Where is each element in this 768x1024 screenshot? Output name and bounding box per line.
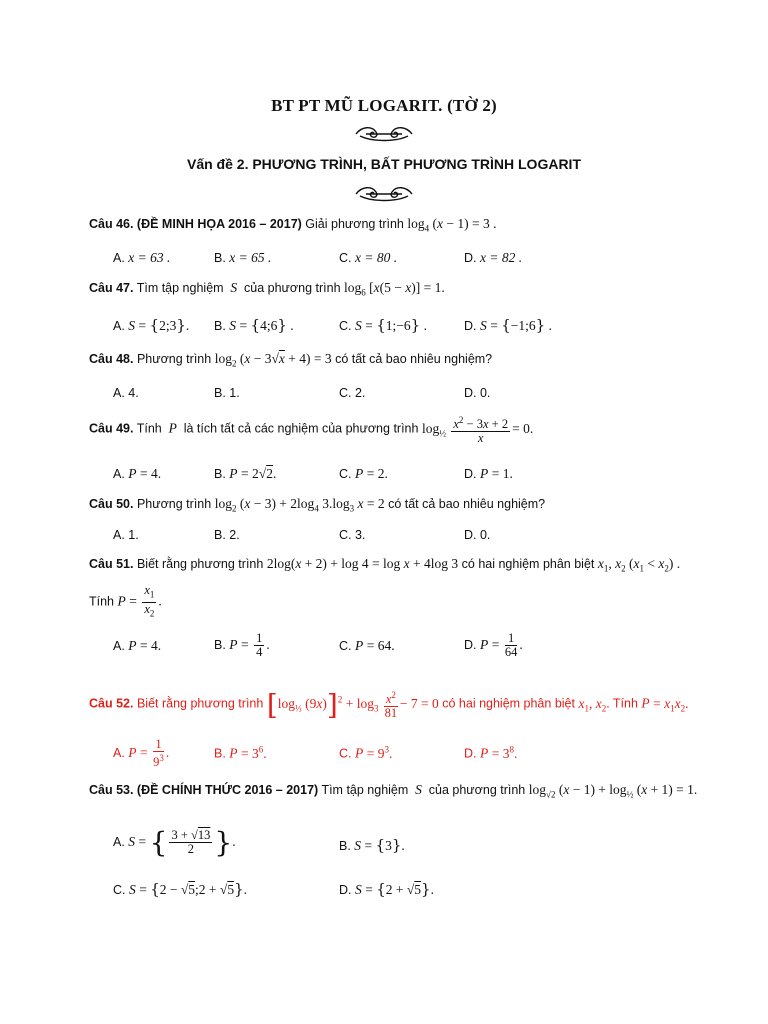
equation: $\log_4 (x - 1) = 3$ . [407,216,497,234]
question-49: Câu 49. Tính P là tích tất cả các nghiệm của phương trình $\log_{\frac{1}{2}}$ $\frac{x^2 - 3x + 2}{x}$ = 0. [89,415,534,446]
question-46 [89,216,708,234]
question-label: Câu 50. [89,497,134,511]
option-d[interactable]: D. S = {2 + √5}. [339,880,434,898]
option-d[interactable]: D. 0. [464,528,491,542]
option-d[interactable]: D. P = 1. [464,466,513,481]
option-b[interactable]: B. P = 2√2. [214,466,277,481]
option-c[interactable]: C. 3. [339,528,366,542]
equation: [$\log_{\frac{1}{3}}$ $(9x)]^2 + \log_3$ $\frac{x^2}{81}$ − 7 = 0 [266,688,439,721]
question-text: Tìm tập nghiệm [321,783,409,797]
option-b[interactable]: B. 2. [214,528,240,542]
question-50: Câu 50. Phương trình $\log_2 (x - 3) + 2\log_4$ $3.\log_3$ x = 2 có tất cả bao nhiêu nghiệm? [89,496,546,514]
option-a[interactable]: A. x = 63 . [113,250,171,265]
question-52: Câu 52. Biết rằng phương trình [$\log_{\frac{1}{3}}$ $(9x)]^2 + \log_3$ $\frac{x^2}{81}$ − 7 = 0 có hai nghiệm phân biệt $x_1$, $x_2$. Tính $P = x_1x_2$. [89,688,689,721]
equation: $\log_2 (x - 3√x + 4) = 3$ [214,351,332,369]
option-c[interactable]: C. S = {1;−6} . [339,316,427,334]
question-53: Câu 53. (ĐỀ CHÍNH THỨC 2016 – 2017) Tìm tập nghiệm S của phương trình $\log_{√2} (x - 1) + \log_{\frac{1}{2}} (x + 1) = 1$. [89,782,698,800]
question-text: Biết rằng phương trình [136,696,264,711]
question-label: Câu 48. [89,352,134,366]
equation: $\log_2 (x - 3) + 2\log_4$ $3.\log_3$ x = 2 [214,496,385,514]
ornament-divider-top [352,124,416,144]
option-a[interactable]: A. 1. [113,528,139,542]
option-b[interactable]: B. x = 65 . [214,250,272,265]
option-a[interactable]: A. P = 4. [113,638,162,653]
option-d[interactable]: D. S = {−1;6} . [464,316,552,334]
question-text: Tính [136,421,162,436]
option-c[interactable]: C. $P = 9^3$. [339,744,393,761]
question-label: Câu 47. [89,281,134,295]
question-text: Biết rằng phương trình [136,557,264,571]
option-b[interactable]: B. S = {3}. [339,836,405,854]
question-label: Câu 51. [89,557,134,571]
option-a[interactable]: A. S = { $\frac{3 + √13}{2}$ }. [113,826,236,859]
option-d[interactable]: D. $P = 3^8$. [464,744,518,761]
equation: 2log(x + 2) + log 4 = log x + 4log 3 [266,556,459,571]
option-a[interactable]: A. P = 4. [113,466,162,481]
option-c[interactable]: C. 2. [339,386,366,400]
equation: $\log_{√2} (x - 1) + \log_{\frac{1}{2}} (x + 1) = 1$. [528,782,698,800]
question-51-line2: Tính P = $\frac{x_1}{x_2}$ . [89,583,162,618]
question-label: Câu 46. (ĐỀ MINH HỌA 2016 – 2017) [89,217,302,231]
option-b[interactable]: B. $P = 3^6$. [214,744,267,761]
ornament-divider-bottom [352,184,416,204]
option-b[interactable]: B. P = $\frac{1}{4}$ . [214,631,270,659]
option-d[interactable]: D. x = 82 . [464,250,523,265]
option-b[interactable]: B. S = {4;6} . [214,316,294,334]
option-c[interactable]: C. P = 2. [339,466,388,481]
question-47: Câu 47. Tìm tập nghiệm S của phương trình $\log_6 [x(5 - x)] = 1$. [89,280,445,298]
question-51: Câu 51. Biết rằng phương trình 2log(x + 2) + log 4 = log x + 4log 3 có hai nghiệm phân biệt $x_1$, $x_2$ $(x_1 < x_2)$ . [89,556,681,574]
option-c[interactable]: C. x = 80 . [339,250,398,265]
question-text: Giải phương trình [305,217,404,231]
option-a[interactable]: A. 4. [113,386,139,400]
option-d[interactable]: D. P = $\frac{1}{64}$ . [464,631,523,659]
section-heading: Vấn đề 2. PHƯƠNG TRÌNH, BẤT PHƯƠNG TRÌNH LOGARIT [186,156,582,172]
equation: $\log_{\frac{1}{2}}$ $\frac{x^2 - 3x + 2}{x}$ = 0. [421,415,534,446]
question-48: Câu 48. Phương trình $\log_2 (x - 3√x + 4) = 3$ có tất cả bao nhiêu nghiệm? [89,351,493,369]
option-c[interactable]: C. P = 64. [339,638,395,653]
option-a[interactable]: A. P = $\frac{1}{9^3}$ . [113,737,170,770]
option-c[interactable]: C. S = {2 − √5;2 + √5}. [113,880,247,898]
equation: $\log_6 [x(5 - x)] = 1$. [344,280,445,298]
question-text: Phương trình [136,497,212,511]
question-label: Câu 53. (ĐỀ CHÍNH THỨC 2016 – 2017) [89,783,319,797]
option-b[interactable]: B. 1. [214,386,240,400]
question-text: Phương trình [136,352,212,366]
option-d[interactable]: D. 0. [464,386,491,400]
question-label: Câu 52. [89,696,134,711]
question-text: Tìm tập nghiệm [136,281,224,295]
page-title: BT PT MŨ LOGARIT. (TỜ 2) [271,96,497,115]
option-a[interactable]: A. S = {2;3}. [113,316,190,334]
question-label: Câu 49. [89,421,134,436]
